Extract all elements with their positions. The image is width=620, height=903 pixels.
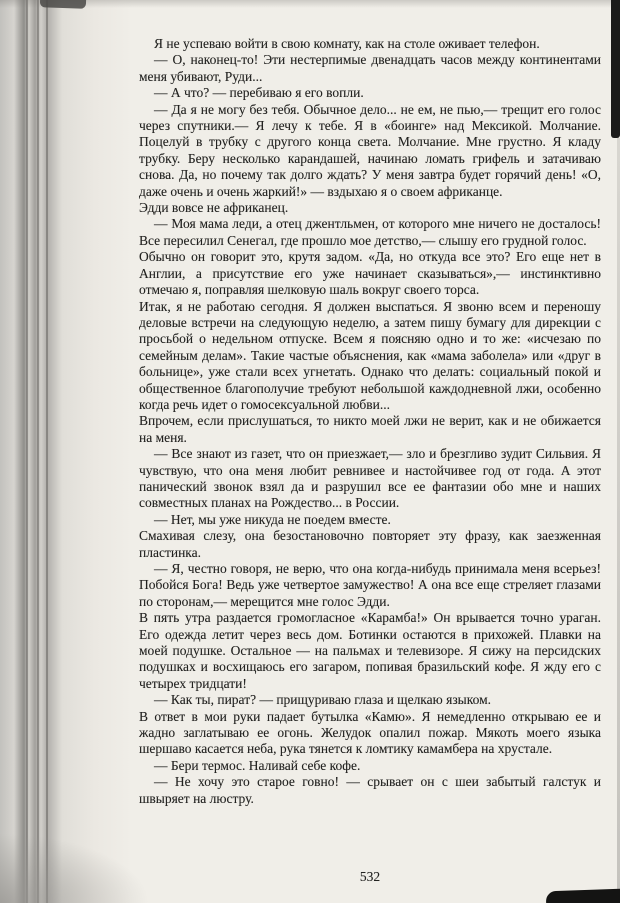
- scan-artifact-top-left: [40, 0, 86, 9]
- page-text: [139, 36, 601, 807]
- page-edge-line: [46, 0, 48, 903]
- page-curl-shadow: [0, 833, 150, 903]
- paragraph: В ответ в мои руки падает бутылка «Камю». Я немедленно открываю ее и жадно заглатываю ее огонь. Желудок опалил пожар. Мякоть моего языка шершаво касается неба, рука тянется к ломтику камамбера на хрустале.: [139, 708, 601, 757]
- paragraph: — Я, честно говоря, не верю, что она когда-нибудь принимала меня всерьез! Побойся Бога! Ведь уже четвертое замужество! А она все еще стреляет глазами по сторонам,— мерещится мне голос Эдди.: [139, 561, 601, 609]
- scan-artifact-bottom-right: [546, 889, 620, 903]
- paragraph: Эдди вовсе не африканец.: [139, 200, 289, 216]
- scan-artifact-top-right: [611, 0, 620, 138]
- paragraph: Смахивая слезу, она безостановочно повторяет эту фразу, как заезженная пластинка.: [139, 528, 601, 560]
- page-edge-line: [37, 0, 39, 903]
- paragraph: Итак, я не работаю сегодня. Я должен выспаться. Я звоню всем и переношу деловые встречи на следующую неделю, а затем пишу бумагу для дирекции с просьбой о недельном отпуске. Всем я поясняю одно и то же: «исчезаю по семейным делам». Такие частые объяснения, как «мама заболела» или «друг в больнице», уже стали всех угнетать. Однако что делать: социальный покой и общественное благополучие требуют небольшой каждодневной лжи, особенно когда речь идет о гомосексуальной любви...: [139, 298, 601, 412]
- paragraph: Я не успеваю войти в свою комнату, как на столе оживает телефон.: [154, 36, 540, 51]
- paragraph: В пять утра раздается громогласное «Карамба!» Он врывается точно ураган. Его одежда летит через весь дом. Ботинки остаются в прихожей. Плавки на моей подушке. Остальное — на пальмах и телевизоре. Я сижу на персидских подушках и восхищаюсь его загаром, попивая бразильский кофе. Я жду его с четырех тридцати!: [139, 610, 601, 691]
- paragraph: — Не хочу это старое говно! — срывает он с шеи забытый галстук и швыряет на люстру.: [139, 774, 601, 806]
- paragraph: — Все знают из газет, что он приезжает,— зло и брезгливо зудит Сильвия. Я чувствую, что она меня любит ревнивее и настойчивее год от года. А этот панический звонок взял да и разрушил все ее фантазии обо мне и наших совместных планах на Рождество... в России.: [139, 446, 601, 511]
- paragraph: — Да я не могу без тебя. Обычное дело... не ем, не пью,— трещит его голос через спутники.— Я лечу к тебе. Я в «боинге» над Мексикой. Молчание. Поцелуй в трубку с другого конца света. Молчание. Мне грустно. Я кладу трубку. Беру несколько карандашей, начинаю ломать грифель и затачиваю снова. Да, но почему так долго ждать? У меня завтра будет горячий день! «О, даже очень и очень жаркий!» — вздыхаю я о своем африканце.: [139, 101, 601, 199]
- book-binding-shadow: [0, 0, 132, 903]
- scan-top-shadow: [0, 0, 620, 8]
- page-number: 532: [359, 869, 381, 884]
- page-edge-line: [26, 0, 28, 903]
- paragraph: — Нет, мы уже никуда не поедем вместе.: [154, 511, 391, 527]
- paragraph: Обычно он говорит это, крутя задом. «Да, но откуда все это? Его еще нет в Англии, а присутствие его уже начинает сказываться»,— инстинктивно отмечаю я, поправляя шелковую шаль вокруг своего торса.: [139, 249, 601, 298]
- paragraph: Впрочем, если прислушаться, то никто моей лжи не верит, как и не обижается на меня.: [139, 413, 601, 445]
- paragraph: — Моя мама леди, а отец джентльмен, от которого мне ничего не досталось! Все пересилил Сенегал, где прошло мое детство,— слышу его грудной голос.: [139, 216, 601, 248]
- paragraph: — Как ты, пират? — прищуриваю глаза и щелкаю языком.: [154, 692, 492, 708]
- paragraph: — О, наконец-то! Эти нестерпимые двенадцать часов между континентами меня убивают, Руди...: [139, 52, 601, 84]
- paragraph: — А что? — перебиваю я его вопли.: [154, 85, 364, 101]
- paragraph: — Бери термос. Наливай себе кофе.: [154, 757, 361, 773]
